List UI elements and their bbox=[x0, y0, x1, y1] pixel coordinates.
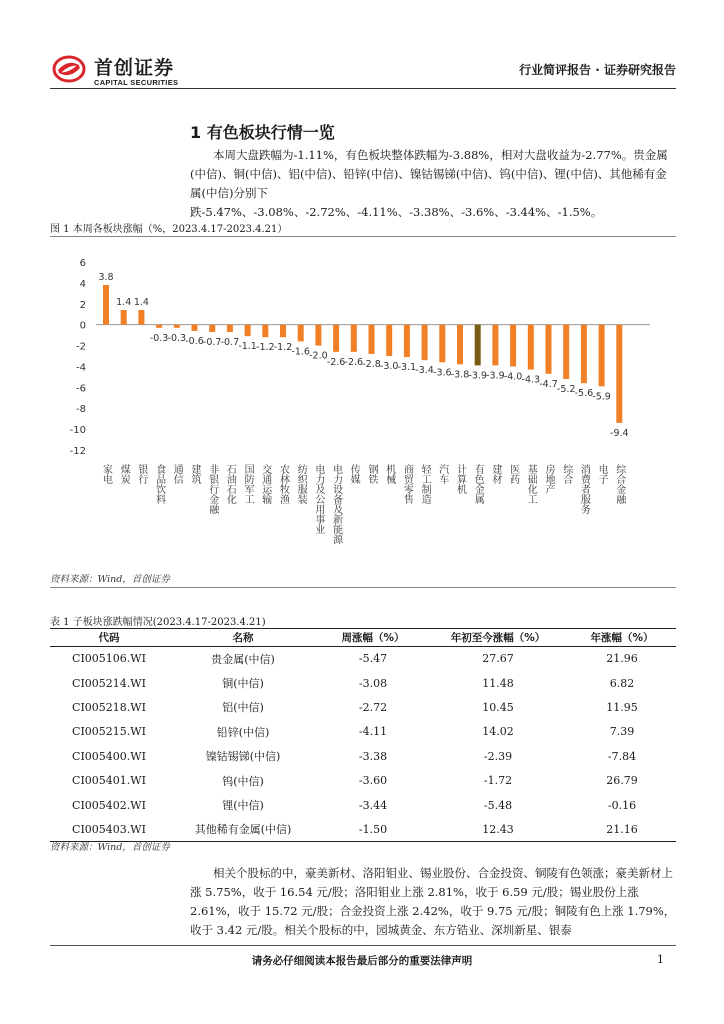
cell-annual: 26.79 bbox=[606, 774, 638, 788]
cell-name: 贵金属(中信) bbox=[211, 652, 275, 666]
bar-机械 bbox=[386, 325, 392, 356]
data-label: -1.2 bbox=[273, 342, 293, 354]
data-label: -4.7 bbox=[539, 378, 558, 390]
cell-name: 铝(中信) bbox=[222, 701, 264, 715]
y-tick-label: 0 bbox=[79, 320, 86, 332]
bar-传媒 bbox=[351, 325, 357, 352]
bar-医药 bbox=[510, 325, 516, 367]
cell-weekly: -4.11 bbox=[358, 725, 388, 739]
bar-国防军工 bbox=[245, 325, 251, 336]
category-label: 电力及公用事业 bbox=[312, 464, 324, 534]
y-tick-label: -4 bbox=[76, 362, 86, 374]
category-label: 交通运输 bbox=[259, 464, 271, 504]
section-title: 1 有色板块行情一览 bbox=[190, 123, 335, 142]
stock-movers-paragraph: 相关个股标的中，豪美新材、洛阳钼业、锡业股份、合金投资、铜陵有色领涨；豪美新材上涨 5.75%，收于 16.54 元/股；洛阳钼业上涨 2.81%，收于 6.59 元/股；锡业股份上涨 2.61%，收于 15.72 元/股；合金投资上涨 2.42%，收于 9.75 元/股；铜陵有色上涨 1.79%，收于 3.42 元/股。相关个股标的中，园城黄金、东方锆业、深圳新星、银泰 bbox=[190, 866, 676, 937]
data-label: -2.6 bbox=[326, 356, 346, 368]
category-label: 农林牧渔 bbox=[277, 464, 289, 504]
cell-ytd: 10.45 bbox=[482, 700, 514, 714]
cell-code: CI005402.WI bbox=[72, 798, 146, 812]
cell-name: 其他稀有金属(中信) bbox=[168, 817, 318, 841]
category-label: 医药 bbox=[507, 464, 519, 484]
data-label: -3.1 bbox=[397, 362, 417, 374]
bar-银行 bbox=[138, 310, 144, 325]
bar-计算机 bbox=[457, 325, 463, 365]
col-header-ytd: 年初至今涨幅（%） bbox=[428, 629, 568, 647]
bar-煤炭 bbox=[121, 310, 127, 325]
col-header-name: 名称 bbox=[168, 629, 318, 647]
subsector-returns-table bbox=[50, 628, 676, 842]
table-source: 资料来源：Wind，首创证券 bbox=[50, 842, 170, 853]
category-label: 机械 bbox=[383, 464, 395, 484]
y-tick-label: 4 bbox=[79, 278, 86, 290]
cell-ytd: 12.43 bbox=[428, 817, 568, 841]
category-label: 商贸零售 bbox=[401, 464, 413, 504]
y-tick-label: -10 bbox=[69, 425, 86, 437]
bar-家电 bbox=[103, 285, 109, 325]
category-label: 传媒 bbox=[348, 464, 360, 484]
cell-ytd: -1.72 bbox=[483, 774, 513, 788]
bar-农林牧渔 bbox=[280, 325, 286, 338]
data-label: -0.7 bbox=[202, 336, 222, 348]
data-label: -5.6 bbox=[574, 388, 594, 400]
bar-综合 bbox=[563, 325, 569, 379]
bar-钢铁 bbox=[369, 325, 375, 354]
cell-weekly: -1.50 bbox=[318, 817, 428, 841]
category-label: 综合金融 bbox=[613, 464, 625, 504]
data-label: -2.6 bbox=[344, 356, 364, 368]
cell-code: CI005403.WI bbox=[50, 817, 168, 841]
data-label: -1.2 bbox=[256, 342, 275, 354]
data-label: -5.9 bbox=[592, 391, 611, 403]
category-label: 煤炭 bbox=[118, 464, 130, 484]
col-header-annual: 年涨幅（%） bbox=[568, 629, 676, 647]
data-label: 3.8 bbox=[98, 271, 114, 283]
bar-通信 bbox=[174, 325, 180, 328]
cell-ytd: 14.02 bbox=[482, 725, 514, 739]
data-label: -3.9 bbox=[486, 370, 505, 382]
cell-name: 钨(中信) bbox=[222, 774, 264, 788]
category-label: 计算机 bbox=[454, 464, 466, 494]
legal-disclaimer: 请务必仔细阅读本报告最后部分的重要法律声明 bbox=[251, 955, 473, 967]
cell-annual: -7.84 bbox=[607, 749, 637, 763]
category-label: 建筑 bbox=[189, 464, 200, 484]
cell-code: CI005400.WI bbox=[72, 749, 146, 763]
data-label: -0.3 bbox=[149, 332, 169, 344]
bar-轻工制造 bbox=[422, 325, 428, 361]
table-row bbox=[50, 647, 676, 671]
category-label: 石油石化 bbox=[224, 464, 236, 504]
category-label: 家电 bbox=[100, 464, 112, 484]
bar-商贸零售 bbox=[404, 325, 410, 357]
bar-纺织服装 bbox=[298, 325, 304, 342]
category-label: 非银行金融 bbox=[206, 464, 218, 514]
cell-annual: 11.95 bbox=[606, 700, 638, 714]
category-label: 国防军工 bbox=[242, 464, 254, 504]
table-row bbox=[50, 720, 676, 744]
data-label: -3.9 bbox=[468, 370, 487, 382]
data-label: -3.0 bbox=[379, 361, 399, 372]
y-tick-label: -2 bbox=[76, 341, 86, 353]
cell-annual: 7.39 bbox=[609, 725, 635, 739]
category-label: 电子 bbox=[596, 464, 608, 484]
cell-code: CI005401.WI bbox=[72, 774, 146, 788]
market-summary-paragraph: 本周大盘跌幅为-1.11%，有色板块整体跌幅为-3.88%，相对大盘收益为-2.77%。贵金属(中信)、铜(中信)、铝(中信)、铅锌(中信)、镍钴锡锑(中信)、钨(中信)、锂(中信)、其他稀有金属(中信)分别下跌-5.47%、-3.08%、-2.72%、-4.11%、-3.38%、-3.6%、-3.44%、-1.5%。 bbox=[190, 148, 668, 219]
cell-ytd: 11.48 bbox=[482, 676, 514, 690]
col-header-code: 代码 bbox=[50, 629, 168, 647]
bar-建材 bbox=[492, 325, 498, 366]
category-label: 通信 bbox=[171, 464, 183, 484]
figure-top-divider bbox=[50, 236, 676, 237]
category-label: 轻工制造 bbox=[419, 464, 431, 504]
table-header-row bbox=[50, 629, 676, 647]
table-row bbox=[50, 793, 676, 817]
figure-source: 资料来源：Wind，首创证券 bbox=[50, 574, 170, 585]
data-label: -3.6 bbox=[433, 367, 452, 379]
category-label: 电力设备及新能源 bbox=[330, 464, 342, 544]
brand-name-cn: 首创证券 bbox=[94, 57, 175, 79]
cell-weekly: -2.72 bbox=[358, 700, 388, 714]
category-label: 银行 bbox=[135, 464, 147, 484]
y-tick-label: 2 bbox=[79, 299, 86, 311]
y-tick-label: -8 bbox=[76, 404, 86, 416]
sector-returns-bar-chart bbox=[50, 240, 676, 568]
bar-房地产 bbox=[546, 325, 552, 374]
data-label: -4.3 bbox=[521, 374, 541, 386]
bar-基础化工 bbox=[528, 325, 534, 370]
y-tick-label: -6 bbox=[76, 383, 86, 395]
table-row bbox=[50, 768, 676, 792]
category-label: 汽车 bbox=[436, 464, 448, 484]
y-tick-label: -12 bbox=[69, 446, 86, 457]
bar-食品饮料 bbox=[156, 325, 162, 328]
figure-bottom-divider bbox=[50, 587, 676, 588]
bar-汽车 bbox=[439, 325, 445, 363]
data-label: -2.8 bbox=[362, 358, 381, 370]
data-label: -4.0 bbox=[503, 371, 523, 383]
cell-code: CI005106.WI bbox=[72, 652, 146, 666]
cell-ytd: 27.67 bbox=[482, 652, 514, 666]
bar-石油石化 bbox=[227, 325, 233, 332]
cell-weekly: -3.60 bbox=[358, 774, 388, 788]
data-label: -2.0 bbox=[309, 350, 328, 362]
data-label: -0.7 bbox=[220, 336, 240, 348]
table-row bbox=[50, 817, 676, 841]
bar-交通运输 bbox=[262, 325, 268, 338]
cell-code: CI005218.WI bbox=[72, 700, 146, 714]
category-label: 基础化工 bbox=[525, 464, 537, 504]
data-label: -0.6 bbox=[185, 335, 204, 347]
cell-code: CI005215.WI bbox=[72, 725, 146, 739]
brand-logo-icon bbox=[52, 54, 86, 84]
cell-weekly: -5.47 bbox=[358, 652, 388, 666]
category-label: 有色金属 bbox=[472, 464, 484, 504]
table-title: 表 1 子板块涨跌幅情况(2023.4.17-2023.4.21) bbox=[50, 617, 266, 628]
page-number: 1 bbox=[657, 953, 664, 966]
category-label: 食品饮料 bbox=[153, 464, 165, 504]
cell-name: 铜(中信) bbox=[222, 677, 264, 691]
category-label: 纺织服装 bbox=[295, 464, 307, 504]
cell-code: CI005214.WI bbox=[72, 676, 146, 690]
data-label: -1.1 bbox=[238, 341, 257, 353]
category-label: 建材 bbox=[489, 464, 501, 484]
cell-annual: 21.96 bbox=[606, 652, 638, 666]
data-label: -3.8 bbox=[450, 369, 470, 381]
cell-weekly: -3.44 bbox=[358, 798, 388, 812]
data-label: -5.2 bbox=[556, 383, 576, 395]
data-label: -9.4 bbox=[610, 427, 629, 439]
category-label: 综合 bbox=[560, 464, 572, 484]
cell-annual: -0.16 bbox=[607, 798, 637, 812]
footer-divider bbox=[50, 945, 676, 946]
data-label: -1.6 bbox=[291, 346, 310, 358]
cell-ytd: -5.48 bbox=[483, 798, 513, 812]
cell-ytd: -2.39 bbox=[483, 749, 513, 763]
table-row bbox=[50, 671, 676, 695]
table-row bbox=[50, 695, 676, 719]
cell-annual: 6.82 bbox=[609, 676, 635, 690]
report-type: 行业简评报告 · 证券研究报告 bbox=[519, 63, 676, 77]
data-label: -0.3 bbox=[167, 332, 187, 344]
brand-name-en: CAPITAL SECURITIES bbox=[94, 78, 179, 87]
cell-weekly: -3.38 bbox=[358, 749, 388, 763]
cell-annual: 21.16 bbox=[568, 817, 676, 841]
report-header bbox=[50, 48, 676, 90]
bar-非银行金融 bbox=[209, 325, 215, 332]
category-label: 钢铁 bbox=[366, 464, 377, 484]
data-label: 1.4 bbox=[116, 297, 132, 309]
category-label: 房地产 bbox=[543, 464, 554, 494]
brand-logo bbox=[50, 50, 200, 88]
cell-name: 镍钴锡锑(中信) bbox=[205, 750, 281, 764]
category-label: 消费者服务 bbox=[578, 464, 590, 514]
bar-消费者服务 bbox=[581, 325, 587, 383]
bar-综合金融 bbox=[616, 325, 622, 423]
bar-电力设备及新能源 bbox=[333, 325, 339, 352]
data-label: 1.4 bbox=[133, 297, 149, 309]
data-label: -3.4 bbox=[415, 365, 434, 377]
col-header-weekly: 周涨幅（%） bbox=[318, 629, 428, 647]
cell-weekly: -3.08 bbox=[358, 676, 388, 690]
table-row bbox=[50, 744, 676, 768]
cell-name: 锂(中信) bbox=[222, 799, 264, 813]
header-divider bbox=[50, 88, 676, 89]
figure-title: 图 1 本周各板块涨幅（%，2023.4.17-2023.4.21） bbox=[50, 224, 288, 235]
bar-建筑 bbox=[192, 325, 198, 331]
y-tick-label: 6 bbox=[79, 258, 86, 269]
bar-有色金属 bbox=[475, 325, 481, 366]
cell-name: 铅锌(中信) bbox=[216, 725, 270, 739]
bar-电子 bbox=[599, 325, 605, 387]
bar-电力及公用事业 bbox=[315, 325, 321, 346]
